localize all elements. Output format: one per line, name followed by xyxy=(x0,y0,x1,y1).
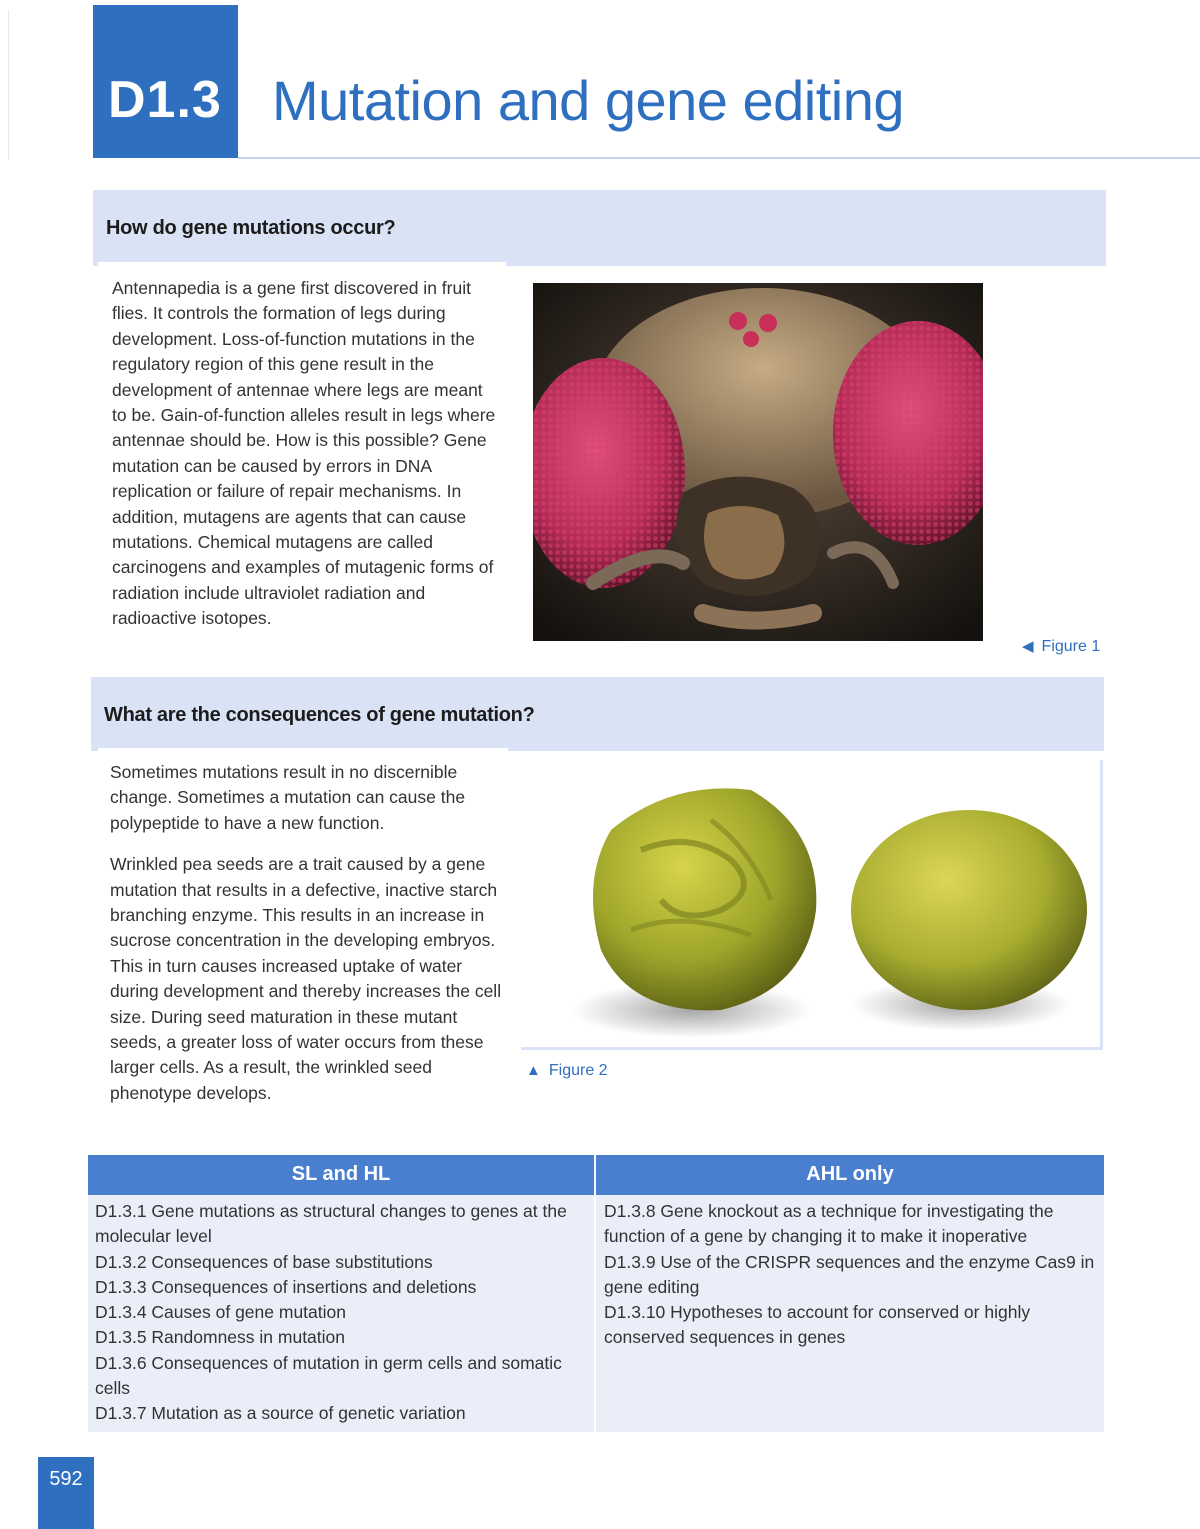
syllabus-table xyxy=(88,1155,1104,1432)
section-paragraph-1 xyxy=(112,276,500,632)
title-underline xyxy=(238,157,1200,159)
list-item: D1.3.4 Causes of gene mutation xyxy=(95,1302,346,1323)
ahl-list xyxy=(604,1199,1098,1351)
sl-hl-list xyxy=(95,1199,590,1427)
list-item: D1.3.2 Consequences of base substitutions xyxy=(95,1251,433,1272)
list-item: D1.3.7 Mutation as a source of genetic variation xyxy=(95,1403,466,1424)
fruit-fly-head-illustration xyxy=(533,283,983,641)
figure-1-label: Figure 1 xyxy=(1041,638,1101,655)
fruit-fly-photo xyxy=(533,283,983,641)
page-number: 592 xyxy=(49,1468,83,1490)
section-paragraphs-2 xyxy=(110,760,502,1106)
mutation-outcome-paragraph: Sometimes mutations result in no discernible change. Sometimes a mutation can cause the polypeptide to have a new function. xyxy=(110,762,466,833)
figure-2-label: Figure 2 xyxy=(548,1062,608,1079)
list-item: D1.3.5 Randomness in mutation xyxy=(95,1327,345,1348)
wrinkled-pea-paragraph: Wrinkled pea seeds are a trait caused by a gene mutation that results in a defective, inactive starch branching enzyme. This results in an increase in sucrose concentration in the developing embryos. This in turn causes increased uptake of water during development and thereby increases the cell size. During seed maturation in these mutant seeds, a greater loss of water occurs from these larger cells. As a result, the wrinkled seed phenotype develops. xyxy=(110,854,502,1103)
list-item: D1.3.9 Use of the CRISPR sequences and the enzyme Cas9 in gene editing xyxy=(604,1251,1095,1297)
antennapedia-paragraph: Antennapedia is a gene first discovered in fruit flies. It controls the formation of legs during development. Loss-of-function mutations in the regulatory region of this gene result in the development of antennae where legs are meant to be. Gain-of-function alleles result in legs where antennae should be. How is this possible? Gene mutation can be caused by errors in DNA replication or failure of repair mechanisms. In addition, mutagens are agents that can cause mutations. Chemical mutagens are called carcinogens and examples of mutagenic forms of radiation include ultraviolet radiation and radioactive isotopes. xyxy=(112,278,496,629)
sl-hl-header: SL and HL xyxy=(88,1155,594,1195)
column-divider xyxy=(594,1155,596,1432)
up-triangle-icon: ▲ xyxy=(526,1062,541,1079)
chapter-title: Mutation and gene editing xyxy=(272,69,904,132)
figure-1-caption xyxy=(1022,637,1100,656)
ahl-header: AHL only xyxy=(596,1155,1104,1195)
chapter-code: D1.3 xyxy=(108,71,222,129)
left-triangle-icon: ◀ xyxy=(1022,638,1034,655)
page-edge-line xyxy=(8,10,9,160)
list-item: D1.3.6 Consequences of mutation in germ cells and somatic cells xyxy=(95,1352,562,1399)
pea-seeds-illustration xyxy=(521,760,1100,1047)
list-item: D1.3.1 Gene mutations as structural changes to genes at the molecular level xyxy=(95,1201,567,1247)
section-question-2: What are the consequences of gene mutation? xyxy=(104,704,535,726)
list-item: D1.3.8 Gene knockout as a technique for investigating the function of a gene by changing it to make it inoperative xyxy=(604,1201,1054,1247)
pea-seeds-photo xyxy=(521,760,1103,1050)
section-question-1: How do gene mutations occur? xyxy=(106,217,396,239)
list-item: D1.3.10 Hypotheses to account for conserved or highly conserved sequences in genes xyxy=(604,1302,1031,1348)
list-item: D1.3.3 Consequences of insertions and deletions xyxy=(95,1276,477,1297)
figure-2-caption xyxy=(526,1062,608,1080)
